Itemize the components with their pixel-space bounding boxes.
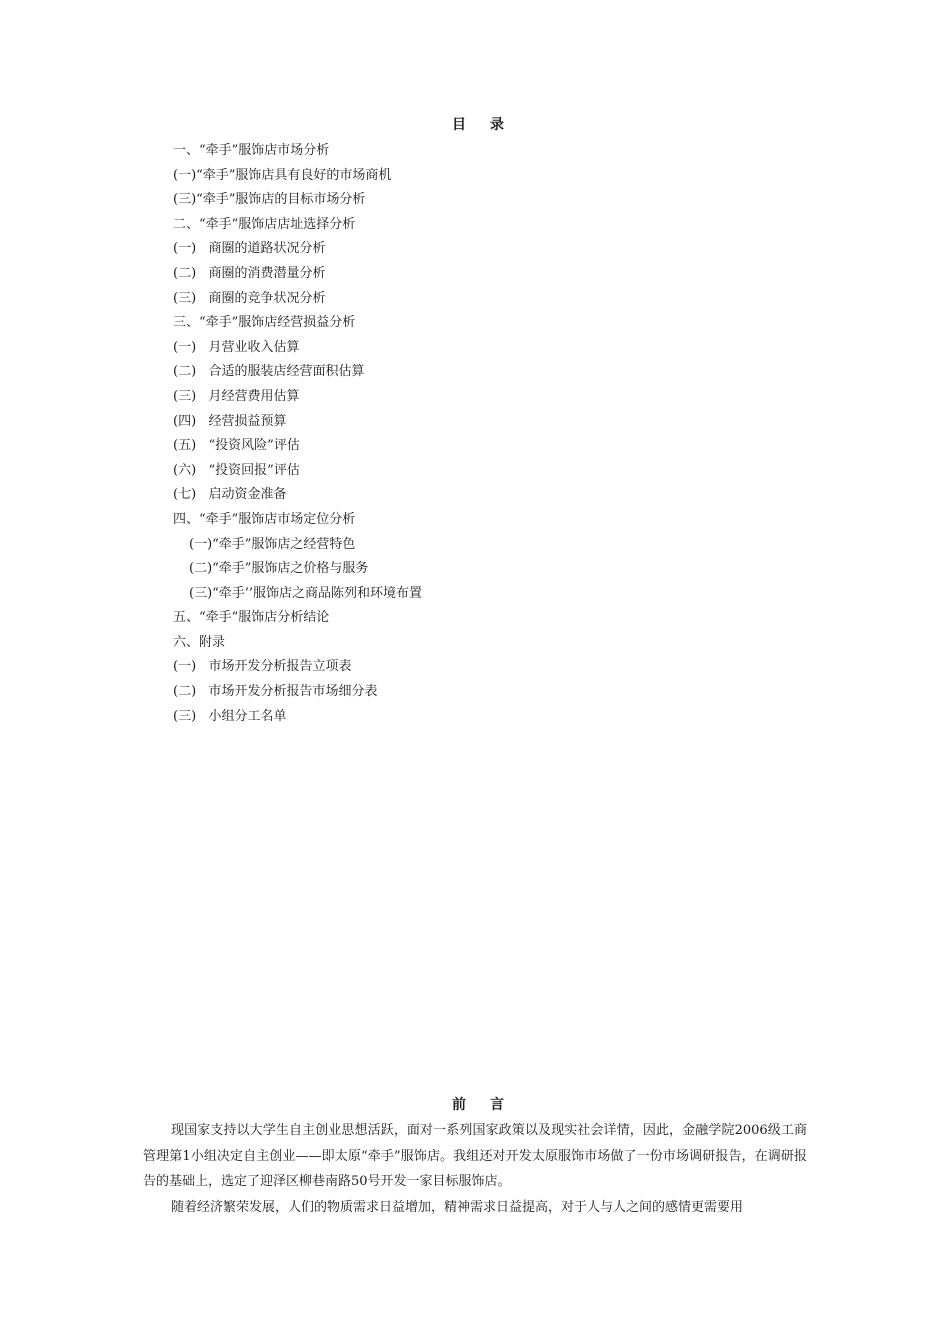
toc-item[interactable]: (六) “投资回报”评估	[173, 462, 300, 478]
preface-paragraph: 现国家支持以大学生自主创业思想活跃，面对一系列国家政策以及现实社会详情，因此，金融学院2006级工商管理第1小组决定自主创业——即太原“牵手”服饰店。我组还对开发太原服饰市场做了一份市场调研报告，在调研报告的基础上，选定了迎泽区柳巷南路50号开发一家目标服饰店。	[143, 1123, 807, 1189]
toc-item[interactable]: (二) 市场开发分析报告市场细分表	[173, 684, 378, 700]
toc-item[interactable]: (一) 月营业收入估算	[173, 339, 300, 355]
toc-item[interactable]: (一)“牵手”服饰店之经营特色	[189, 536, 356, 552]
preface-paragraph: 随着经济繁荣发展，人们的物质需求日益增加，精神需求日益提高，对于人与人之间的感情更需要用	[171, 1199, 744, 1215]
toc-item[interactable]: 一、“牵手”服饰店市场分析	[173, 143, 330, 158]
toc-item[interactable]: 六、附录	[173, 634, 226, 650]
preface-title: 前言	[452, 1097, 528, 1113]
toc-item[interactable]: (三)“牵手”服饰店的目标市场分析	[173, 192, 366, 208]
toc-item[interactable]: (三)“牵手’’服饰店之商品陈列和环境布置	[189, 585, 423, 601]
toc-item[interactable]: 二、“牵手”服饰店店址选择分析	[173, 216, 356, 232]
toc-item[interactable]: (一) 市场开发分析报告立项表	[173, 659, 352, 675]
toc-item[interactable]: (三) 小组分工名单	[173, 708, 287, 724]
toc-item[interactable]: (三) 商圈的竞争状况分析	[173, 290, 326, 306]
toc-item[interactable]: (二) 商圈的消费潜量分析	[173, 265, 326, 281]
toc-title: 目录	[452, 117, 528, 133]
toc-item[interactable]: 五、“牵手”服饰店分析结论	[173, 610, 330, 626]
toc-item[interactable]: (七) 启动资金准备	[173, 487, 287, 503]
toc-item[interactable]: 四、“牵手”服饰店市场定位分析	[173, 511, 356, 527]
table-of-contents	[173, 139, 733, 729]
toc-item[interactable]: (四) 经营损益预算	[173, 413, 287, 429]
toc-item[interactable]: (五) “投资风险”评估	[173, 438, 300, 454]
toc-item[interactable]: (二) 合适的服装店经营面积估算	[173, 364, 365, 380]
toc-item[interactable]: (一) 商圈的道路状况分析	[173, 241, 326, 257]
toc-item[interactable]: (二)“牵手”服饰店之价格与服务	[189, 561, 369, 577]
toc-item[interactable]: 三、“牵手”服饰店经营损益分析	[173, 315, 356, 331]
toc-item[interactable]: (一)“牵手”服饰店具有良好的市场商机	[173, 167, 392, 183]
toc-item[interactable]: (三) 月经营费用估算	[173, 388, 300, 404]
preface-body	[143, 1118, 807, 1220]
